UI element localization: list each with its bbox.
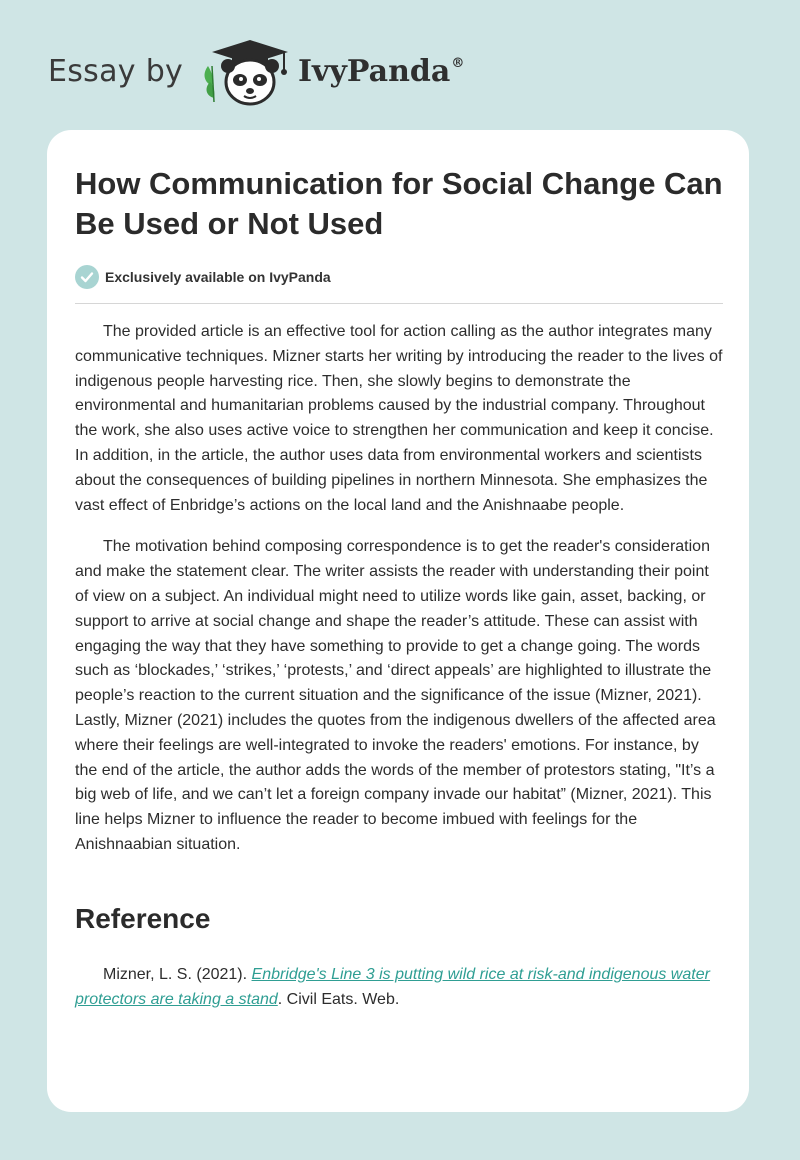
- page-title: How Communication for Social Change Can Be Used or Not Used: [75, 166, 723, 241]
- reference-prefix: Mizner, L. S. (2021).: [103, 966, 252, 983]
- check-badge-icon: [75, 265, 99, 289]
- body-paragraph-1: The provided article is an effective tool for action calling as the author integrates many communicative techniques. Mizner starts her writing by introducing the reader to the lives of indigenous people harvesting rice. Then, she slowly begins to demonstrate the environmental and humanitarian problems caused by the industrial company. Throughout the work, she also uses active voice to strengthen her communication and keep it concise. In addition, in the article, the author uses data from environmental workers and scientists about the consequences of building pipelines in northern Minnesota. She emphasizes the vast effect of Enbridge’s actions on the local land and the Anishnaabe people.: [75, 323, 723, 514]
- essay-by-label: Essay by: [48, 54, 184, 89]
- reference-heading: Reference: [75, 903, 211, 934]
- exclusive-notice: [75, 264, 331, 290]
- site-header: [0, 0, 800, 118]
- reference-suffix: . Civil Eats. Web.: [277, 990, 400, 1008]
- brand-name[interactable]: [298, 54, 464, 89]
- trademark-mark: ®: [451, 56, 465, 71]
- essay-card: [47, 130, 749, 1112]
- exclusive-label: Exclusively available on IvyPanda: [105, 269, 331, 285]
- divider: [75, 303, 723, 304]
- body-paragraph-2: The motivation behind composing correspondence is to get the reader's consideration and make the statement clear. The writer assists the reader with understanding their point of view on a subject. An individual might need to utilize words like gain, asset, backing, or support to arrive at social change and shape the reader’s attitude. These can assist with engaging the way that they have something to provide to get a change going. The words such as ‘blockades,’ ‘strikes,’ ‘protests,’ and ‘direct appeals’ are highlighted to illustrate the people’s reaction to the current situation and the significance of the issue (Mizner, 2021). Lastly, Mizner (2021) includes the quotes from the indigenous dwellers of the affected area where their feelings are well-integrated to invoke the readers' emotions. For instance, by the end of the article, the author adds the words of the member of protestors stating, "It’s a big web of life, and we can’t let a foreign company invade our habitat” (Mizner, 2021). This line helps Mizner to influence the reader to become imbued with feelings for the Anishnaabian situation.: [75, 538, 716, 853]
- panda-logo-icon[interactable]: [200, 36, 292, 108]
- reference-link[interactable]: Enbridge's Line 3 is putting wild rice at risk-and indigenous water protectors are taking a stand: [75, 966, 710, 1008]
- ivy-leaf-icon: [205, 66, 215, 102]
- brand-text: IvyPanda: [298, 54, 451, 89]
- reference-entry: [75, 963, 725, 1013]
- essay-body: [75, 320, 725, 858]
